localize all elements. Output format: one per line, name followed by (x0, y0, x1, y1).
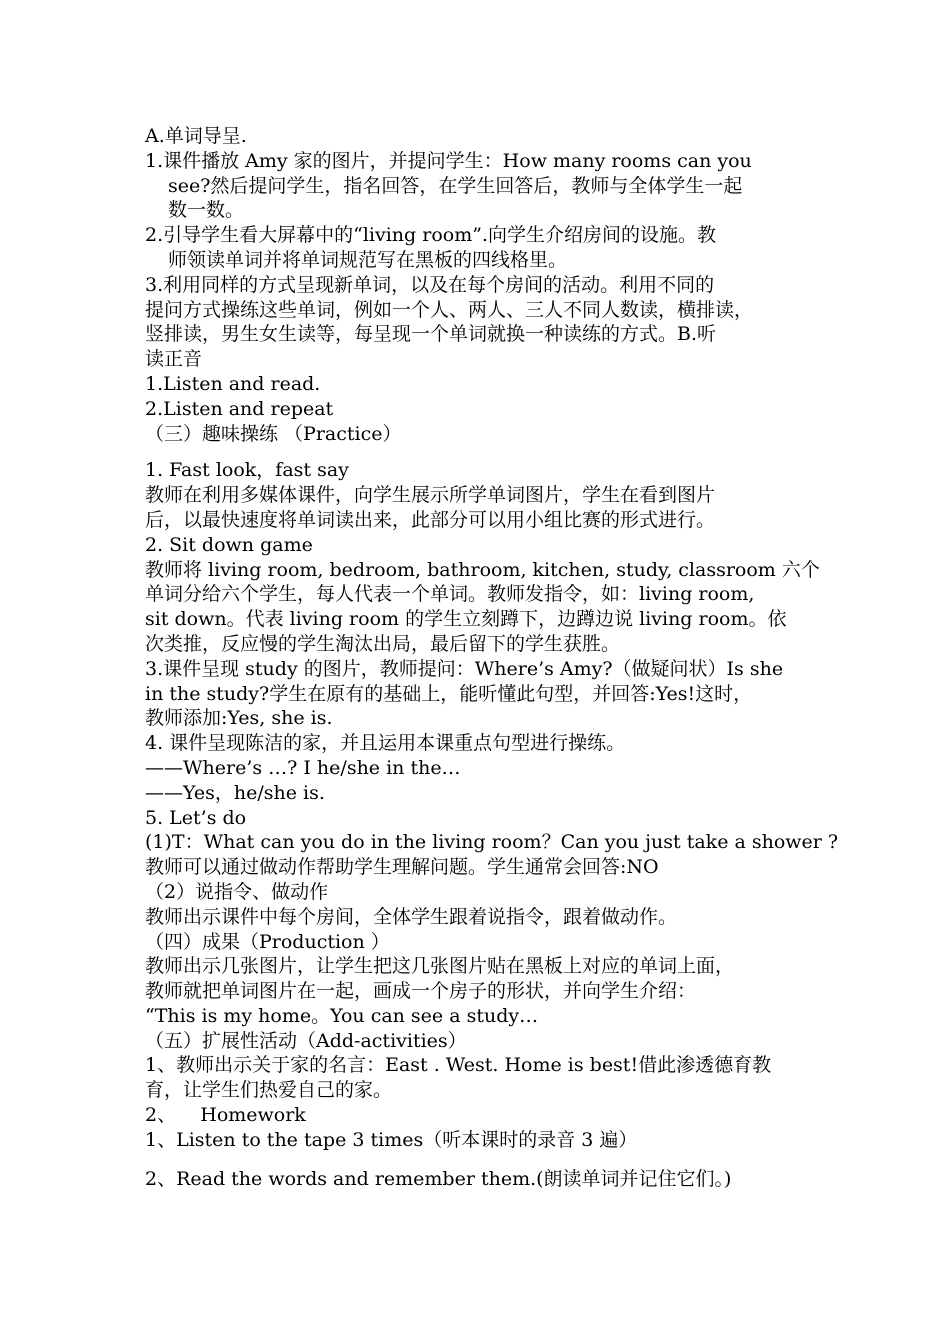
section-heading-production: （四）成果（Production ） (145, 930, 390, 953)
step-1-line-2: see?然后提问学生，指名回答，在学生回答后，教师与全体学生一起 (168, 174, 743, 197)
listen-repeat-item: 2.Listen and repeat (145, 397, 334, 420)
step-2-line-1: 2.引导学生看大屏幕中的“living room”.向学生介绍房间的设施。教 (145, 224, 716, 247)
add-activities-line-1: 1、教师出示关于家的名言：East . West. Home is best!借此渗透德育教 (145, 1054, 772, 1077)
production-line-2: 教师就把单词图片在一起，画成一个房子的形状，并向学生介绍： (145, 980, 697, 1003)
listen-read-item: 1.Listen and read. (145, 372, 321, 395)
production-line-3: “This is my home。You can see a study… (145, 1004, 539, 1027)
spacer (145, 446, 810, 458)
practice-5-line-3: 教师出示课件中每个房间，全体学生跟着说指令，跟着做动作。 (145, 905, 678, 928)
practice-5-line-1: (1)T：What can you do in the living room？Can you just take a shower ? (145, 831, 839, 854)
section-heading-a: A.单词导呈. (145, 125, 247, 147)
practice-2-line-3: sit down。代表 living room 的学生立刻蹲下，边蹲边说 living room。依 (145, 608, 787, 631)
practice-3-line-1: 3.课件呈现 study 的图片，教师提问：Where’s Amy?（做疑问状）Is she (145, 657, 784, 680)
section-heading-add-activities: （五）扩展性活动（Add-activities） (145, 1029, 467, 1052)
practice-4-dialog-2: ——Yes，he/she is. (145, 781, 325, 804)
practice-2-title: 2. Sit down game (145, 533, 313, 556)
homework-item-1: 1、Listen to the tape 3 times（听本课时的录音 3 遍） (145, 1128, 638, 1151)
step-3-line-2: 提问方式操练这些单词，例如一个人、两人、三人不同人数读，横排读， (145, 298, 754, 321)
practice-4-title: 4. 课件呈现陈洁的家，并且运用本课重点句型进行操练。 (145, 732, 626, 755)
homework-item-2: 2、Read the words and remember them.(朗读单词并记住它们。) (145, 1167, 732, 1190)
practice-1-title: 1. Fast look，fast say (145, 459, 349, 482)
production-line-1: 教师出示几张图片，让学生把这几张图片贴在黑板上对应的单词上面， (145, 955, 735, 978)
add-activities-line-2: 育，让学生们热爱自己的家。 (145, 1079, 393, 1102)
practice-5-sub-title: （2）说指令、做动作 (145, 880, 329, 903)
step-2-line-2: 师领读单词并将单词规范写在黑板的四线格里。 (168, 248, 568, 271)
practice-5-line-2: 教师可以通过做动作帮助学生理解问题。学生通常会回答:NO (145, 856, 659, 879)
homework-heading: 2、 Homework (145, 1104, 306, 1127)
step-3-line-4: 读正音 (145, 348, 203, 371)
spacer (145, 1153, 810, 1167)
practice-2-line-4: 次类推，反应慢的学生淘汰出局，最后留下的学生获胜。 (145, 632, 621, 655)
step-3-line-1: 3.利用同样的方式呈现新单词，以及在每个房间的活动。利用不同的 (145, 273, 715, 296)
practice-1-line-2: 后，以最快速度将单词读出来，此部分可以用小组比赛的形式进行。 (145, 508, 716, 531)
practice-5-title: 5. Let’s do (145, 806, 247, 829)
practice-3-line-3: 教师添加:Yes, she is. (145, 707, 333, 730)
step-3-line-3: 竖排读，男生女生读等，每呈现一个单词就换一种读练的方式。B.听 (145, 323, 717, 346)
practice-2-line-2: 单词分给六个学生，每人代表一个单词。教师发指令，如：living room, (145, 583, 755, 606)
practice-3-line-2: in the study?学生在原有的基础上，能听懂此句型，并回答:Yes!这时， (145, 682, 753, 705)
practice-4-dialog-1: ——Where’s …? I he/she in the… (145, 756, 461, 779)
practice-2-line-1: 教师将 living room, bedroom, bathroom, kitchen, study, classroom 六个 (145, 558, 820, 581)
step-1-line-1: 1.课件播放 Amy 家的图片，并提问学生：How many rooms can you (145, 149, 752, 172)
section-heading-practice: （三）趣味操练 （Practice） (145, 422, 402, 445)
document-body (145, 124, 839, 1191)
practice-1-line-1: 教师在利用多媒体课件，向学生展示所学单词图片，学生在看到图片 (145, 484, 716, 507)
step-1-line-3: 数一数。 (168, 199, 245, 222)
